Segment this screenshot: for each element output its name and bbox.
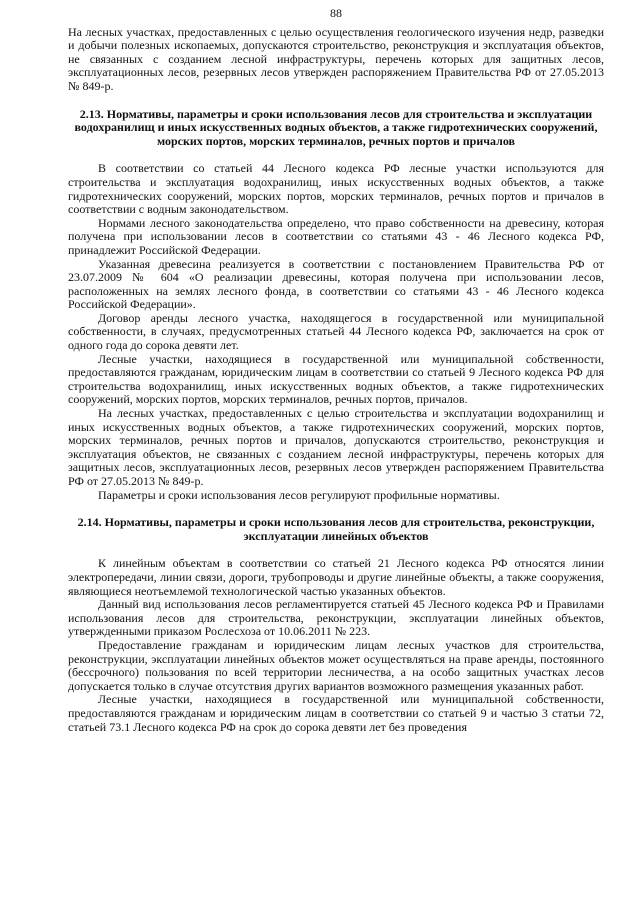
paragraph: Нормами лесного законодательства определено, что право собственности на древесину, которая получена при использовании лесов в соответствии со статьями 43 - 46 Лесного кодекса РФ, принадлежит Российской Федерации. [68, 215, 604, 257]
page-number: 88 [330, 6, 342, 20]
paragraph: Указанная древесина реализуется в соответствии с постановлением Правительства РФ от 23.07.2009 № 604 «О реализации древесины, которая получена при использовании лесов, расположенных на землях лесного фонда, в соответствии со статьями 43 - 46 Лесного кодекса Российской Федерации». [68, 256, 604, 312]
paragraph: Предоставление гражданам и юридическим лицам лесных участков для строительства, реконструкции, эксплуатации линейных объектов может осуществляться на праве аренды, постоянного (бессрочного) пользования по всей территории лесничества, а на особо защитных участках лесов допускается только в случае отсутствия других вариантов возможного размещения указанных работ. [68, 637, 604, 693]
paragraph: На лесных участках, предоставленных с целью строительства и эксплуатации водохранилищ и иных искусственных водных объектов, а также гидротехнических сооружений, морских портов, морских терминалов, речных портов и причалов, допускаются строительство, реконструкция и эксплуатация объектов, не связанных с созданием лесной инфраструктуры, перечень которых для защитных лесов, эксплуатационных лесов, резервных лесов утвержден распоряжением Правительства РФ от 27.05.2013 № 849-р. [68, 406, 604, 488]
intro-paragraph: На лесных участках, предоставленных с целью осуществления геологического изучения недр, разведки и добычи полезных ископаемых, допускаются строительство, реконструкция и эксплуатация объектов, не связанных с созданием лесной инфраструктуры, перечень которых для защитных лесов, эксплуатационных лесов, резервных лесов утвержден распоряжением Правительства РФ от 27.05.2013 № 849-р. [68, 24, 604, 93]
paragraph: Лесные участки, находящиеся в государственной или муниципальной собственности, предоставляются гражданам и юридическим лицам в соответствии со статьей 9 и частью 3 статьи 72, статьей 73.1 Лесного кодекса РФ на срок до сорока девяти лет без проведения [68, 692, 604, 734]
section-heading-2-14: 2.14. Нормативы, параметры и сроки использования лесов для строительства, реконструкции, эксплуатации линейных объектов [77, 515, 595, 543]
paragraph: Договор аренды лесного участка, находящегося в государственной или муниципальной собственности, в случаях, предусмотренных статьей 44 Лесного кодекса РФ, заключается на срок от одного года до сорока девяти лет. [68, 310, 604, 353]
paragraph: В соответствии со статьей 44 Лесного кодекса РФ лесные участки используются для строительства и эксплуатация водохранилищ, иных искусственных водных объектов, а также гидротехнических сооружений, морских портов, морских терминалов, речных портов и причалов в соответствии с водным законодательством. [68, 161, 604, 217]
section-heading-2-13: 2.13. Нормативы, параметры и сроки использования лесов для строительства и эксплуатации водохранилищ и иных искусственных водных объектов, а также гидротехнических сооружений, морских портов, морских терминалов, речных портов и причалов [74, 106, 598, 148]
paragraph: Параметры и сроки использования лесов регулируют профильные нормативы. [98, 487, 500, 502]
paragraph: Данный вид использования лесов регламентируется статьей 45 Лесного кодекса РФ и Правилами использования лесов для строительства, реконструкции, эксплуатации линейных объектов, утвержденными приказом Рослесхоза от 10.06.2011 № 223. [68, 597, 604, 639]
paragraph: К линейным объектам в соответствии со статьей 21 Лесного кодекса РФ относятся линии электропередачи, линии связи, дороги, трубопроводы и другие линейные объекты, а также сооружения, являющиеся неотъемлемой технологической частью указанных объектов. [68, 556, 604, 598]
paragraph: Лесные участки, находящиеся в государственной или муниципальной собственности, предоставляются гражданам, юридическим лицам в соответствии со статьей 9 Лесного кодекса РФ для строительства водохранилищ, иных искусственных водных объектов, а также гидротехнических сооружений, морских портов, морских терминалов, речных портов, причалов. [68, 351, 604, 407]
